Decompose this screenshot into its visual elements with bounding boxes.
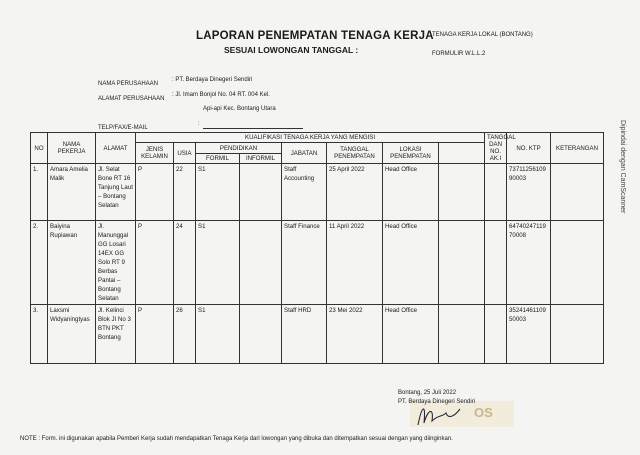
cell-informil bbox=[240, 305, 282, 364]
cell-lokasi: Head Office bbox=[383, 221, 439, 305]
col-no: NO bbox=[31, 133, 48, 164]
form-note: NOTE : Form. ini digunakan apabila Pemberi Kerja sudah mendapatkan Tenaga Kerja dari lowongan yang dibuka dan ditempatkan sesuai dengan yang diinginkan. bbox=[20, 436, 453, 442]
cell-tanggal-ak bbox=[485, 305, 507, 364]
cell-usia: 26 bbox=[174, 305, 196, 364]
col-pendidikan: PENDIDIKAN bbox=[196, 143, 282, 154]
cell-lokasi: Head Office bbox=[383, 305, 439, 364]
signature-place-date: Bontang, 25 Juli 2022 bbox=[398, 390, 457, 396]
company-phone-label: TELP/FAX/E-MAIL bbox=[98, 125, 148, 131]
cell-tanggal: 23 Mei 2022 bbox=[327, 305, 383, 364]
cell-ktp: 3524146110950003 bbox=[507, 305, 551, 364]
table-row bbox=[31, 305, 604, 364]
cell-keterangan bbox=[551, 221, 604, 305]
cell-jk: P bbox=[136, 221, 174, 305]
col-tanggal: TANGGAL PENEMPATAN bbox=[327, 143, 383, 164]
col-spacer bbox=[439, 143, 485, 164]
cell-spacer bbox=[439, 164, 485, 221]
col-lokasi: LOKASI PENEMPATAN bbox=[383, 143, 439, 164]
cell-nama: Amara Amelia Malik bbox=[48, 164, 96, 221]
company-address-line1: : Jl. Imam Bonjol No. 04 RT. 004 Kel. bbox=[172, 92, 270, 98]
col-nama: NAMA PEKERJA bbox=[48, 133, 96, 164]
cell-no: 3. bbox=[31, 305, 48, 364]
placement-table bbox=[30, 132, 604, 364]
cell-tanggal-ak bbox=[485, 221, 507, 305]
col-usia: USIA bbox=[174, 143, 196, 164]
cell-ktp: 6474024711970008 bbox=[507, 221, 551, 305]
cell-alamat: Jl. Kelinci Blok JI No 3 BTN PKT Bontang bbox=[96, 305, 136, 364]
cell-jabatan: Staff Finance bbox=[282, 221, 327, 305]
worker-category: TENAGA KERJA LOKAL (BONTANG) bbox=[432, 32, 533, 38]
col-tanggal-ak: TANGGAL DAN NO. AK.I bbox=[485, 133, 507, 164]
table-row bbox=[31, 164, 604, 221]
col-ktp: NO. KTP bbox=[507, 133, 551, 164]
company-address-line2: Api-api Kec. Bontang Utara bbox=[203, 106, 276, 112]
cell-formil: S1 bbox=[196, 164, 240, 221]
cell-tanggal: 25 April 2022 bbox=[327, 164, 383, 221]
cell-informil bbox=[240, 164, 282, 221]
col-jabatan: JABATAN bbox=[282, 143, 327, 164]
cell-spacer bbox=[439, 221, 485, 305]
cell-formil: S1 bbox=[196, 305, 240, 364]
stamp-watermark-letters: OS bbox=[474, 405, 493, 420]
cell-informil bbox=[240, 221, 282, 305]
cell-no: 2. bbox=[31, 221, 48, 305]
cell-jabatan: Staff Accounting bbox=[282, 164, 327, 221]
cell-jabatan: Staff HRD bbox=[282, 305, 327, 364]
cell-ktp: 7371125610990003 bbox=[507, 164, 551, 221]
cell-tanggal: 11 April 2022 bbox=[327, 221, 383, 305]
table-row bbox=[31, 221, 604, 305]
report-title: LAPORAN PENEMPATAN TENAGA KERJA bbox=[196, 30, 434, 42]
company-address-label: ALAMAT PERUSAHAAN bbox=[98, 96, 165, 102]
cell-no: 1. bbox=[31, 164, 48, 221]
form-code: FORMULIR W.L.L.2 bbox=[432, 51, 486, 57]
cell-formil: S1 bbox=[196, 221, 240, 305]
company-name-value: : PT. Berdaya Dinegeri Sendiri bbox=[172, 77, 253, 83]
cell-nama: Baiyina Rupiawan bbox=[48, 221, 96, 305]
cell-usia: 22 bbox=[174, 164, 196, 221]
cell-keterangan bbox=[551, 164, 604, 221]
col-alamat: ALAMAT bbox=[96, 133, 136, 164]
cell-nama: Laxsmi Widyaningtyas bbox=[48, 305, 96, 364]
col-informil: INFORMIL bbox=[240, 154, 282, 164]
cell-jk: P bbox=[136, 305, 174, 364]
cell-spacer bbox=[439, 305, 485, 364]
cell-keterangan bbox=[551, 305, 604, 364]
col-kualifikasi: KUALIFIKASI TENAGA KERJA YANG MENGISI bbox=[136, 133, 485, 143]
cell-alamat: Jl. Selat Bone RT 16 Tanjung Laut – Bontang Selatan bbox=[96, 164, 136, 221]
scanner-watermark: Dipindai dengan CamScanner bbox=[619, 120, 626, 214]
phone-underline bbox=[203, 128, 303, 129]
company-phone-value: : bbox=[198, 121, 200, 127]
company-name-label: NAMA PERUSAHAAN bbox=[98, 81, 159, 87]
cell-alamat: Jl. Manunggal GG Losari 14EX GG Solo RT 9 Berbas Pantai – Bontang Selatan bbox=[96, 221, 136, 305]
report-subtitle: SESUAI LOWONGAN TANGGAL : bbox=[224, 45, 359, 55]
signature-company: PT. Berdaya Dinegeri Sendiri bbox=[398, 399, 476, 405]
col-formil: FORMIL bbox=[196, 154, 240, 164]
cell-tanggal-ak bbox=[485, 164, 507, 221]
cell-usia: 24 bbox=[174, 221, 196, 305]
col-keterangan: KETERANGAN bbox=[551, 133, 604, 164]
cell-jk: P bbox=[136, 164, 174, 221]
col-jenis-kelamin: JENIS KELAMIN bbox=[136, 143, 174, 164]
cell-lokasi: Head Office bbox=[383, 164, 439, 221]
